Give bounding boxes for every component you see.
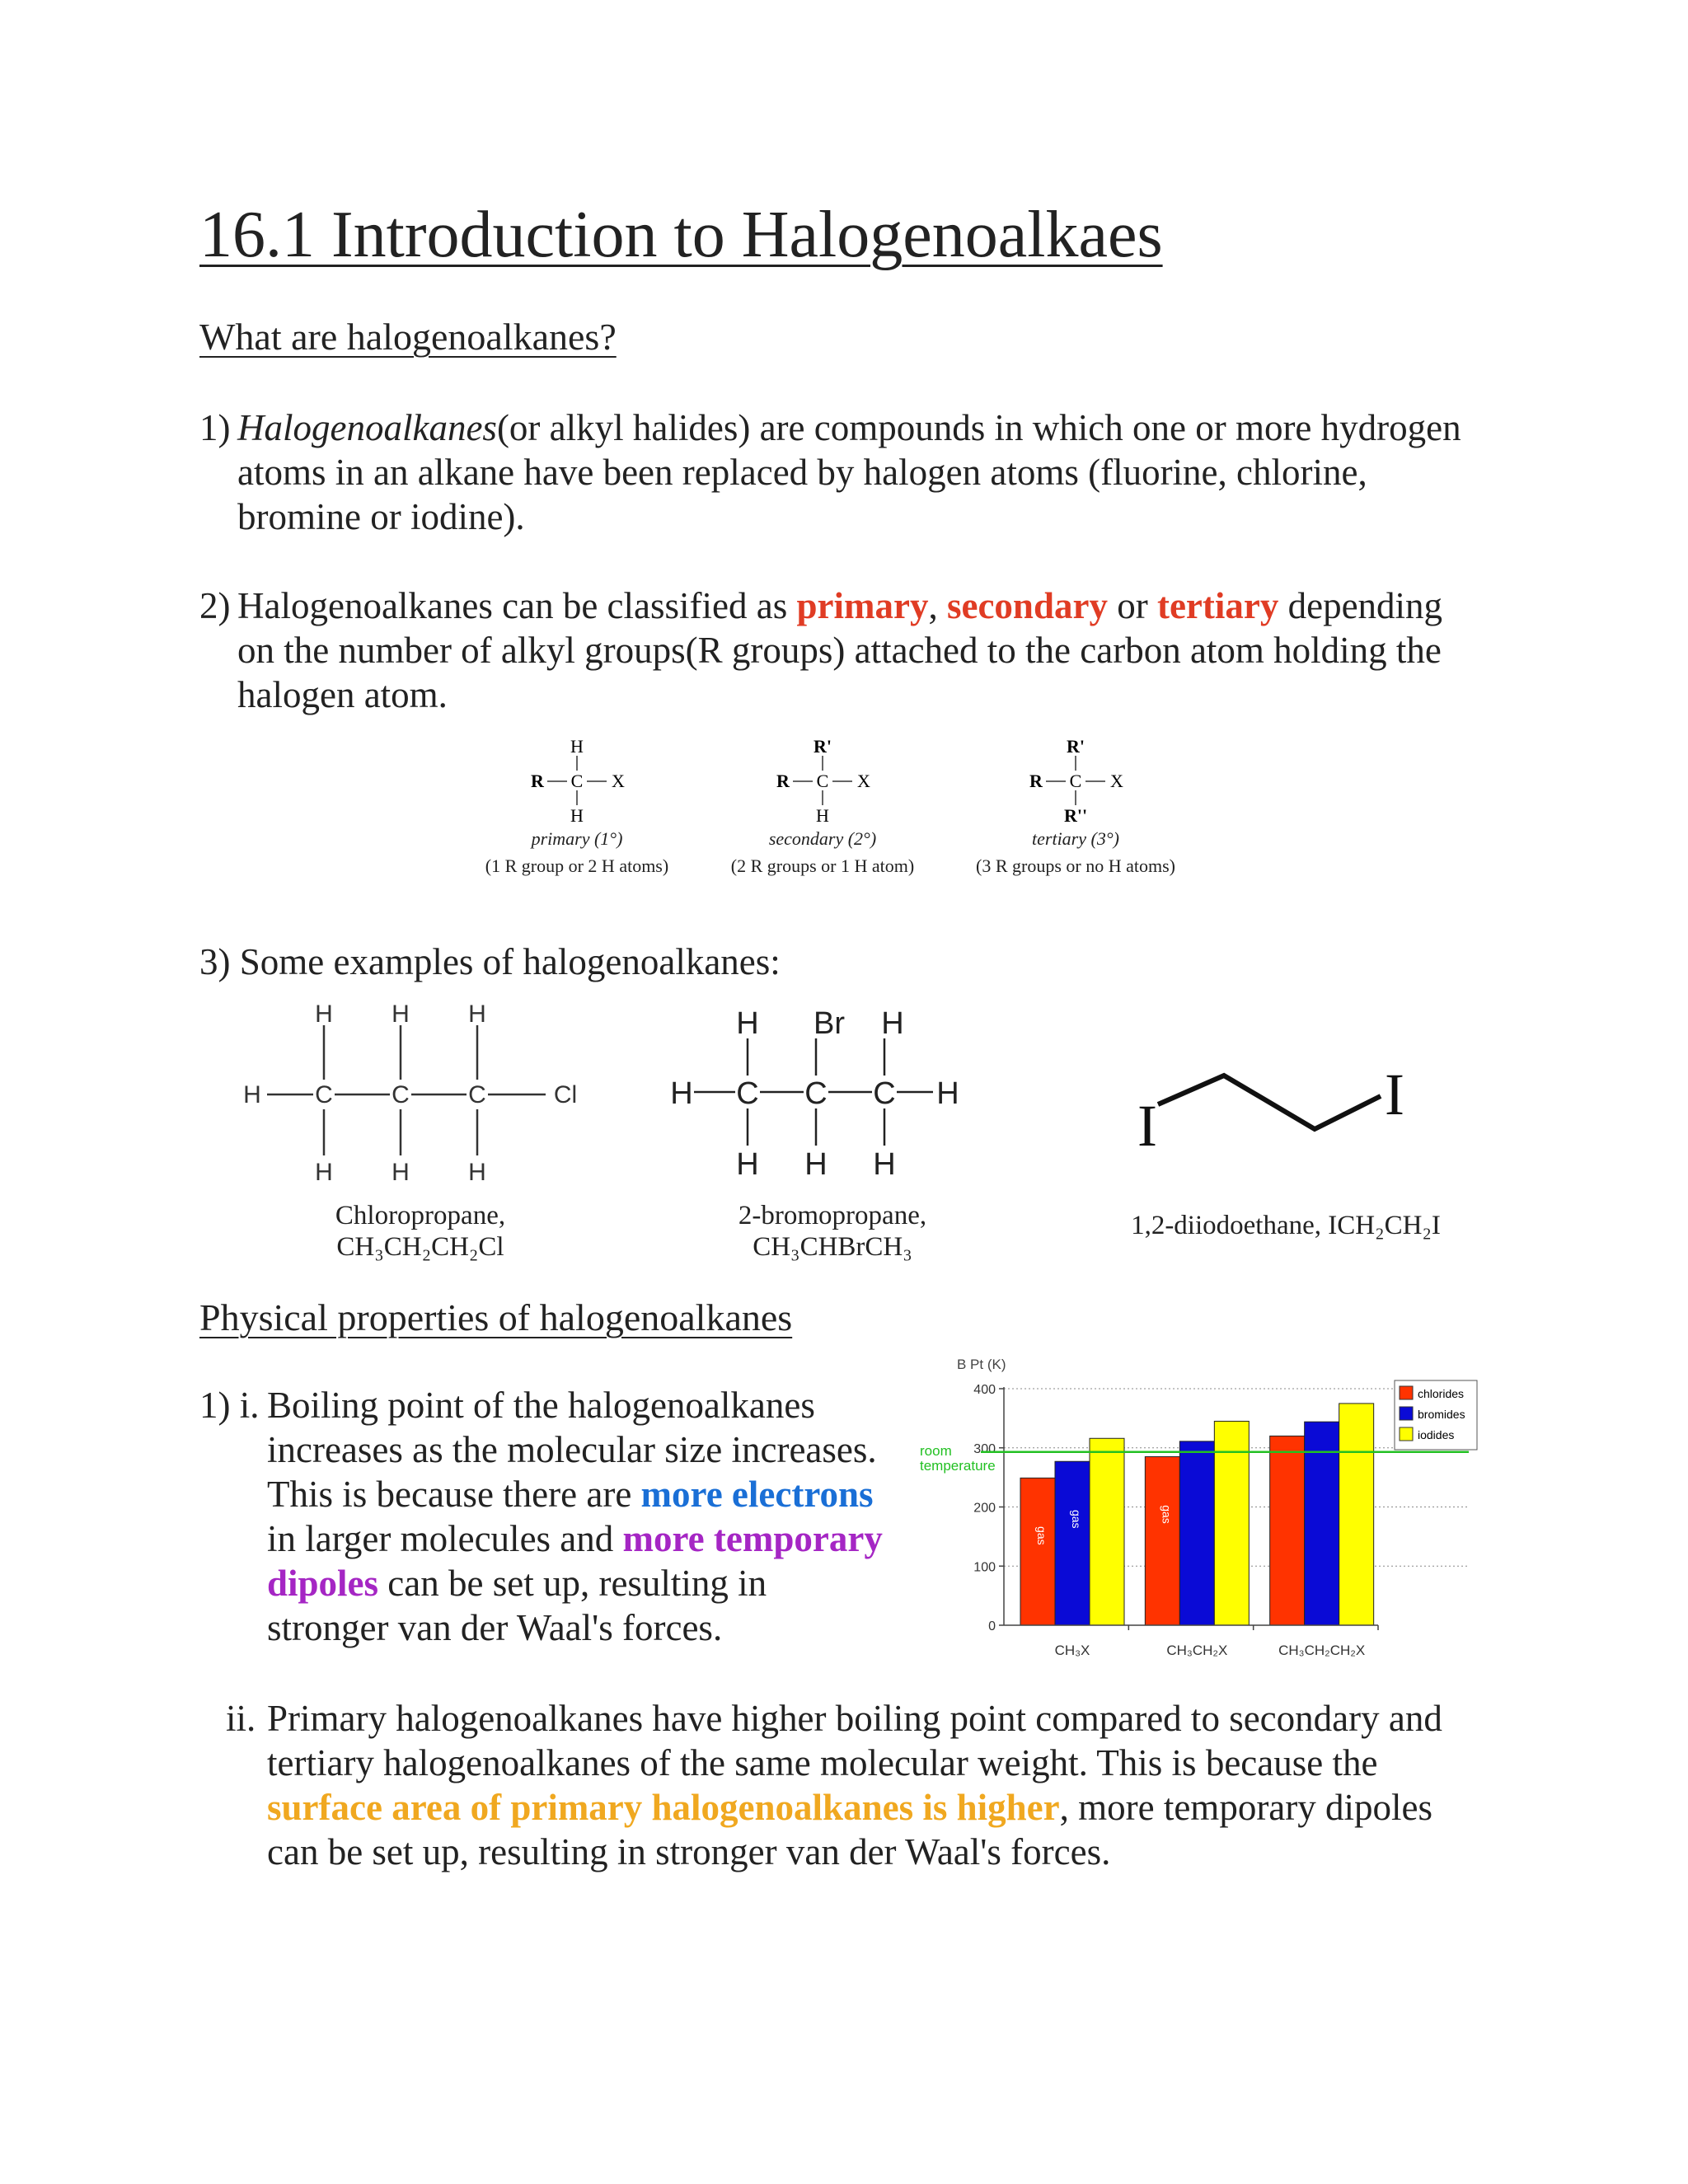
secondary-left-group: R: [776, 771, 790, 791]
paragraph-2: [199, 583, 1452, 717]
chloropropane-name: Chloropropane,: [335, 1201, 506, 1230]
more-electrons-highlight: more electrons: [640, 1474, 874, 1515]
chart-bar-chlorides: [1020, 1478, 1055, 1625]
paragraph-primary-text-a: Primary halogenoalkanes have higher boiling point compared to secondary and tertiary halogenoalkanes of the same molecular weight. This is because the: [267, 1698, 1442, 1783]
chart-y-tick-label: 300: [973, 1441, 996, 1456]
primary-right-atom: X: [612, 771, 625, 791]
tertiary-left-group: R: [1029, 771, 1043, 791]
atom-h: H: [881, 1006, 904, 1041]
secondary-structure: [720, 738, 926, 886]
legend-label-chlorides: chlorides: [1418, 1387, 1465, 1400]
chart-bar-chlorides: [1145, 1457, 1179, 1625]
paragraph-1: [199, 405, 1485, 539]
secondary-sublabel: (2 R groups or 1 H atom): [730, 855, 915, 876]
primary-structure-diagram: [478, 738, 676, 828]
paragraph-boiling-number: 1) i.: [199, 1385, 260, 1426]
atom-h: H: [804, 1147, 828, 1182]
chart-y-tick-label: 100: [973, 1560, 996, 1575]
chloropropane-structure: [239, 997, 602, 1187]
legend-label-iodides: iodides: [1418, 1428, 1455, 1441]
secondary-highlight: secondary: [946, 585, 1108, 626]
chart-bars: [1020, 1404, 1374, 1625]
primary-sublabel: (1 R group or 2 H atoms): [485, 855, 669, 876]
bromopropane-name: 2-bromopropane,: [738, 1201, 927, 1230]
atom-c: C: [873, 1076, 896, 1111]
atom-h: H: [392, 1159, 410, 1186]
chart-legend: [1395, 1380, 1477, 1450]
tertiary-structure: [960, 738, 1191, 886]
chart-gas-label: gas: [1035, 1526, 1048, 1545]
page-title: 16.1 Introduction to Halogenoalkaes: [199, 199, 1163, 271]
legend-swatch-chlorides: [1400, 1386, 1413, 1399]
paragraph-2-text-b: depending on the number of alkyl groups(R groups) attached to the carbon atom holding the halogen atom.: [237, 585, 1443, 715]
primary-top-atom: H: [570, 738, 584, 757]
secondary-right-atom: X: [857, 771, 870, 791]
atom-h: H: [936, 1076, 959, 1111]
paragraph-2-text-a: Halogenoalkanes can be classified as: [237, 585, 797, 626]
chart-y-ticks: [973, 1383, 1004, 1633]
secondary-carbon: C: [816, 771, 829, 791]
classification-figure: [462, 738, 1203, 886]
paragraph-boiling-text-c: can be set up, resulting in stronger van der Waal's forces.: [267, 1563, 767, 1648]
atom-h: H: [392, 1001, 410, 1028]
chart-x-tick-label: CH₃CH₂X: [1166, 1643, 1228, 1658]
paragraph-1-number: 1): [199, 407, 231, 448]
primary-label: primary (1°): [531, 828, 623, 849]
chart-gas-label: gas: [1070, 1509, 1083, 1529]
primary-carbon: C: [570, 771, 584, 791]
chloropropane-formula: CH₃CH₂CH₂Cl: [336, 1232, 504, 1262]
paragraph-2-or: or: [1107, 585, 1157, 626]
legend-swatch-bromides: [1400, 1407, 1413, 1420]
atom-h: H: [736, 1006, 759, 1041]
primary-structure: [478, 738, 676, 886]
atom-h: H: [243, 1081, 261, 1108]
primary-bottom-atom: H: [570, 805, 584, 826]
chart-bar-chlorides: [1270, 1436, 1305, 1625]
secondary-label: secondary (2°): [768, 828, 877, 849]
paragraph-boiling-point-size: [199, 1383, 884, 1650]
atom-c: C: [468, 1081, 486, 1108]
boiling-point-chart: [915, 1352, 1484, 1673]
atom-c: C: [392, 1081, 410, 1108]
bromopropane-formula: CH₃CHBrCH₃: [753, 1232, 912, 1262]
chart-bar-iodides: [1339, 1404, 1374, 1625]
chart-x-labels: [1055, 1625, 1378, 1658]
diiodoethane-structure: [1117, 1038, 1447, 1162]
legend-label-bromides: bromides: [1418, 1408, 1465, 1421]
atom-br: Br: [814, 1006, 845, 1041]
tertiary-label: tertiary (3°): [1032, 828, 1119, 849]
paragraph-2-comma: ,: [928, 585, 947, 626]
tertiary-bottom-group: R'': [1063, 805, 1088, 826]
atom-h: H: [873, 1147, 896, 1182]
chart-y-tick-label: 400: [973, 1383, 996, 1397]
atom-c: C: [736, 1076, 759, 1111]
chart-gas-label: gas: [1160, 1505, 1174, 1524]
tertiary-highlight: tertiary: [1156, 585, 1279, 626]
paragraph-primary-number: ii.: [226, 1698, 256, 1739]
chart-y-tick-label: 0: [988, 1619, 996, 1633]
paragraph-2-number: 2): [199, 585, 231, 626]
diiodoethane-caption: 1,2-diiodoethane, ICH₂CH₂I: [1131, 1211, 1441, 1240]
paragraph-boiling-point-primary: [199, 1696, 1469, 1874]
section-heading-physical-properties: Physical properties of halogenoalkanes: [199, 1296, 793, 1338]
primary-left-atom: R: [531, 771, 544, 791]
atom-c: C: [315, 1081, 333, 1108]
atom-h: H: [468, 1001, 486, 1028]
bromopropane-structure: [668, 997, 981, 1187]
paragraph-3: 3) Some examples of halogenoalkanes:: [199, 941, 781, 982]
atom-h: H: [315, 1159, 333, 1186]
chart-x-tick-label: CH₃CH₂CH₂X: [1278, 1643, 1366, 1658]
surface-area-highlight: surface area of primary halogenoalkanes is higher: [267, 1787, 1060, 1828]
atom-h: H: [315, 1001, 333, 1028]
secondary-top-group: R': [814, 738, 832, 757]
chart-ylabel: B Pt (K): [957, 1357, 1006, 1372]
paragraph-boiling-text-a: Boiling point of the halogenoalkanes increases as the molecular size increases. This is because there are: [267, 1385, 877, 1515]
secondary-structure-diagram: [720, 738, 926, 828]
term-halogenoalkanes: Halogenoalkanes: [237, 407, 497, 448]
primary-highlight: primary: [796, 585, 929, 626]
chloropropane-caption: [288, 1200, 552, 1263]
chart-bar-bromides: [1055, 1461, 1090, 1625]
tertiary-top-group: R': [1067, 738, 1085, 757]
temporary-dipoles-highlight: more temporary dipoles: [267, 1518, 883, 1604]
atom-cl: Cl: [553, 1081, 578, 1108]
tertiary-structure-diagram: [960, 738, 1191, 828]
paragraph-boiling-text-b: in larger molecules and: [267, 1518, 623, 1559]
chart-y-tick-label: 200: [973, 1501, 996, 1516]
tertiary-sublabel: (3 R groups or no H atoms): [976, 855, 1175, 876]
atom-c: C: [804, 1076, 828, 1111]
paragraph-1-text: (or alkyl halides) are compounds in which one or more hydrogen atoms in an alkane have been replaced by halogen atoms (fluorine, chlorine, bromine or iodine).: [237, 407, 1461, 537]
tertiary-right-atom: X: [1110, 771, 1123, 791]
chart-bar-bromides: [1179, 1441, 1214, 1625]
room-temperature-label-line2: temperature: [920, 1457, 996, 1474]
atom-i: I: [1385, 1062, 1404, 1127]
legend-swatch-iodides: [1400, 1427, 1413, 1441]
room-temperature-label-line1: room: [920, 1442, 952, 1459]
tertiary-carbon: C: [1069, 771, 1082, 791]
secondary-bottom-atom: H: [816, 805, 829, 826]
chart-x-tick-label: CH₃X: [1054, 1643, 1090, 1658]
section-heading-what-are: What are halogenoalkanes?: [199, 316, 617, 358]
atom-h: H: [736, 1147, 759, 1182]
chart-bar-iodides: [1090, 1438, 1124, 1625]
bromopropane-caption: [696, 1200, 968, 1263]
atom-h: H: [468, 1159, 486, 1186]
atom-i: I: [1137, 1093, 1157, 1159]
paragraph-primary-text-b: , more temporary dipoles can be set up, resulting in stronger van der Waal's forces.: [267, 1787, 1432, 1872]
atom-h: H: [670, 1076, 693, 1111]
